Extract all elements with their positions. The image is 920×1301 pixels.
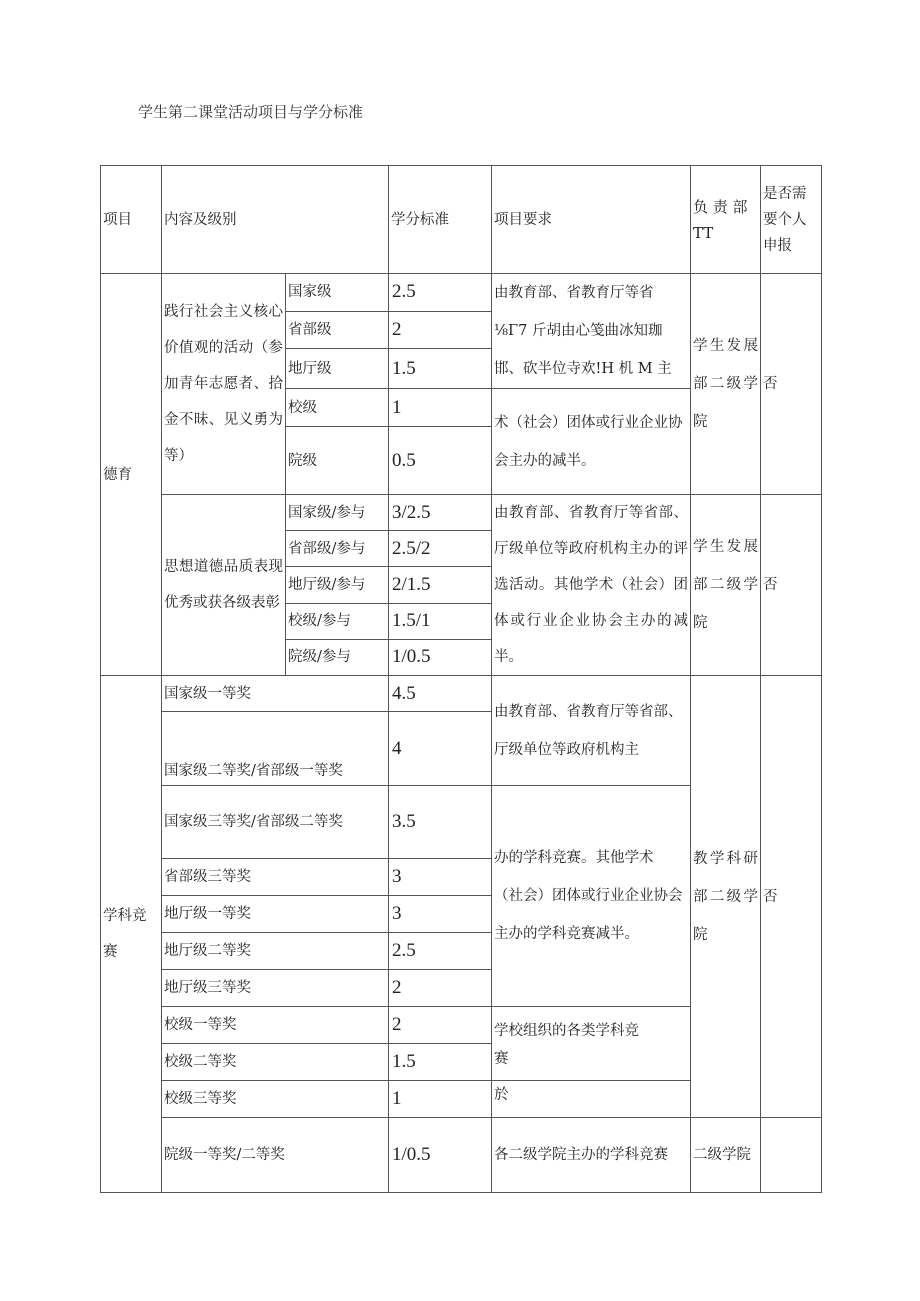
credit-cell: 2.5/2 xyxy=(389,531,492,567)
category-moral: 德育 xyxy=(101,274,162,676)
moral-group2-req: 由教育部、省教育厅等省部、厅级单位等政府机构主办的评选活动。其他学术（社会）团体或行业企业协会主办的减半。 xyxy=(492,495,691,676)
table-row xyxy=(101,1118,822,1193)
credit-cell: 2 xyxy=(389,311,492,349)
category-contest: 学科竞 赛 xyxy=(101,676,162,1193)
credit-cell: 1 xyxy=(389,389,492,427)
credit-table xyxy=(100,165,822,1193)
level-cell: 省部级 xyxy=(286,311,389,349)
moral-group1-desc: 践行社会主义核心价值观的活动（参加青年志愿者、拾金不昧、见义勇为等） xyxy=(162,274,286,495)
contest-dept2: 二级学院 xyxy=(691,1118,761,1193)
credit-cell: 1/0.5 xyxy=(389,1118,492,1193)
contest-req-d: 於 xyxy=(492,1081,691,1118)
credit-cell: 4 xyxy=(389,712,492,786)
header-dept: 负 责 部 TT xyxy=(691,166,761,274)
header-project: 项目 xyxy=(101,166,162,274)
level-cell: 校级 xyxy=(286,389,389,427)
credit-cell: 1.5 xyxy=(389,1044,492,1081)
contest-name-cell: 校级三等奖 xyxy=(162,1081,389,1118)
contest-name-cell: 国家级一等奖 xyxy=(162,676,389,712)
credit-cell: 3 xyxy=(389,896,492,933)
credit-cell: 2 xyxy=(389,1007,492,1044)
contest-name-cell: 地厅级三等奖 xyxy=(162,970,389,1007)
level-cell: 地厅级/参与 xyxy=(286,567,389,603)
level-cell: 国家级/参与 xyxy=(286,495,389,531)
credit-cell: 1/0.5 xyxy=(389,639,492,675)
credit-cell: 2 xyxy=(389,970,492,1007)
header-requirement: 项目要求 xyxy=(492,166,691,274)
table-row xyxy=(101,495,822,531)
header-apply: 是否需 要个人 申报 xyxy=(761,166,822,274)
contest-dept: 教学科研部二级学院 xyxy=(691,676,761,1118)
credit-cell: 0.5 xyxy=(389,427,492,495)
level-cell: 省部级/参与 xyxy=(286,531,389,567)
level-cell: 院级 xyxy=(286,427,389,495)
contest-name-cell: 地厅级一等奖 xyxy=(162,896,389,933)
level-cell: 国家级 xyxy=(286,274,389,312)
credit-cell: 2.5 xyxy=(389,933,492,970)
credit-cell: 3 xyxy=(389,859,492,896)
credit-cell: 1 xyxy=(389,1081,492,1118)
page-title: 学生第二课堂活动项目与学分标准 xyxy=(138,103,364,121)
contest-name-cell: 校级一等奖 xyxy=(162,1007,389,1044)
contest-name-cell: 国家级二等奖/省部级一等奖 xyxy=(162,712,389,786)
contest-name-cell: 院级一等奖/二等奖 xyxy=(162,1118,389,1193)
contest-name-cell: 地厅级二等奖 xyxy=(162,933,389,970)
table-row xyxy=(101,676,822,712)
contest-req-e: 各二级学院主办的学科竞赛 xyxy=(492,1118,691,1193)
contest-req-c: 学校组织的各类学科竞 赛 xyxy=(492,1007,691,1081)
contest-req-a: 由教育部、省教育厅等省部、 厅级单位等政府机构主 xyxy=(492,676,691,786)
table-header-row xyxy=(101,166,822,274)
credit-cell: 1.5 xyxy=(389,349,492,389)
contest-apply2 xyxy=(761,1118,822,1193)
contest-req-b: 办的学科竞赛。其他学术 （社会）团体或行业企业协会 主办的学科竞赛减半。 xyxy=(492,786,691,1007)
moral-group1-req-b: 术（社会）团体或行业企业协会主办的减半。 xyxy=(492,389,691,495)
moral-group1-dept: 学生发展部二级学院 xyxy=(691,274,761,495)
moral-group1-apply: 否 xyxy=(761,274,822,495)
credit-cell: 1.5/1 xyxy=(389,603,492,639)
credit-cell: 3.5 xyxy=(389,786,492,859)
moral-group2-apply: 否 xyxy=(761,495,822,676)
contest-apply: 否 xyxy=(761,676,822,1118)
header-content: 内容及级别 xyxy=(162,166,389,274)
level-cell: 校级/参与 xyxy=(286,603,389,639)
level-cell: 地厅级 xyxy=(286,349,389,389)
credit-cell: 2/1.5 xyxy=(389,567,492,603)
contest-name-cell: 国家级三等奖/省部级二等奖 xyxy=(162,786,389,859)
credit-cell: 4.5 xyxy=(389,676,492,712)
moral-group1-req-a: 由教育部、省教育厅等省 ⅛Γ7 斤胡由心笺曲冰知珈 邯、砍半位寺欢!H 机 M 主 xyxy=(492,274,691,389)
credit-cell: 3/2.5 xyxy=(389,495,492,531)
moral-group2-desc: 思想道德品质表现优秀或获各级表彰 xyxy=(162,495,286,676)
table-row xyxy=(101,274,822,312)
level-cell: 院级/参与 xyxy=(286,639,389,675)
contest-name-cell: 校级二等奖 xyxy=(162,1044,389,1081)
contest-name-cell: 省部级三等奖 xyxy=(162,859,389,896)
header-credit: 学分标准 xyxy=(389,166,492,274)
credit-cell: 2.5 xyxy=(389,274,492,312)
moral-group2-dept: 学生发展部二级学院 xyxy=(691,495,761,676)
